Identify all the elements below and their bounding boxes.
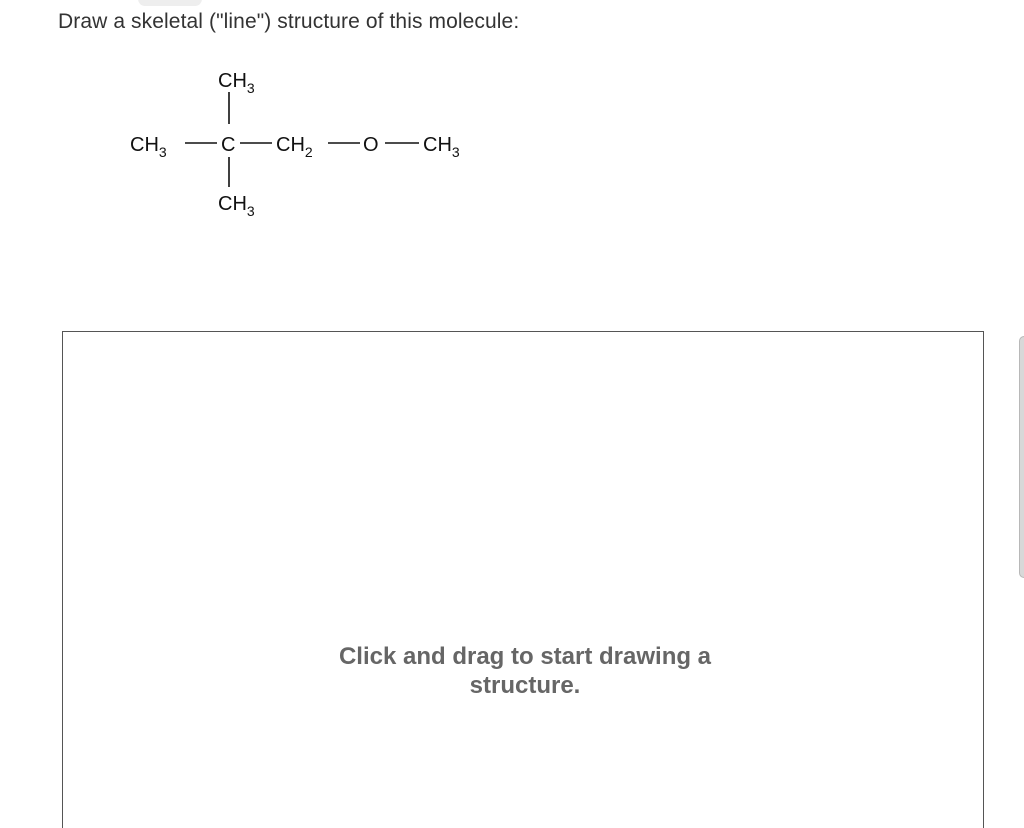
top-methyl-label: $CH_3$: [218, 70, 255, 96]
structure-drawing-canvas[interactable]: [62, 331, 984, 828]
condensed-structure-diagram: [0, 0, 520, 240]
side-scrollbar[interactable]: [1019, 336, 1024, 578]
methylene-label: $CH_2$: [276, 134, 313, 160]
right-methyl-label: $CH_3$: [423, 134, 460, 160]
question-prompt: Draw a skeletal ("line") structure of this molecule:: [58, 10, 520, 33]
central-carbon-label: C: [221, 134, 236, 156]
bottom-methyl-label: $CH_3$: [218, 193, 255, 219]
oxygen-label: O: [363, 134, 379, 156]
drawing-canvas-hint: Click and drag to start drawing a structure.: [338, 643, 712, 699]
left-methyl-label: $CH_3$: [130, 134, 167, 160]
